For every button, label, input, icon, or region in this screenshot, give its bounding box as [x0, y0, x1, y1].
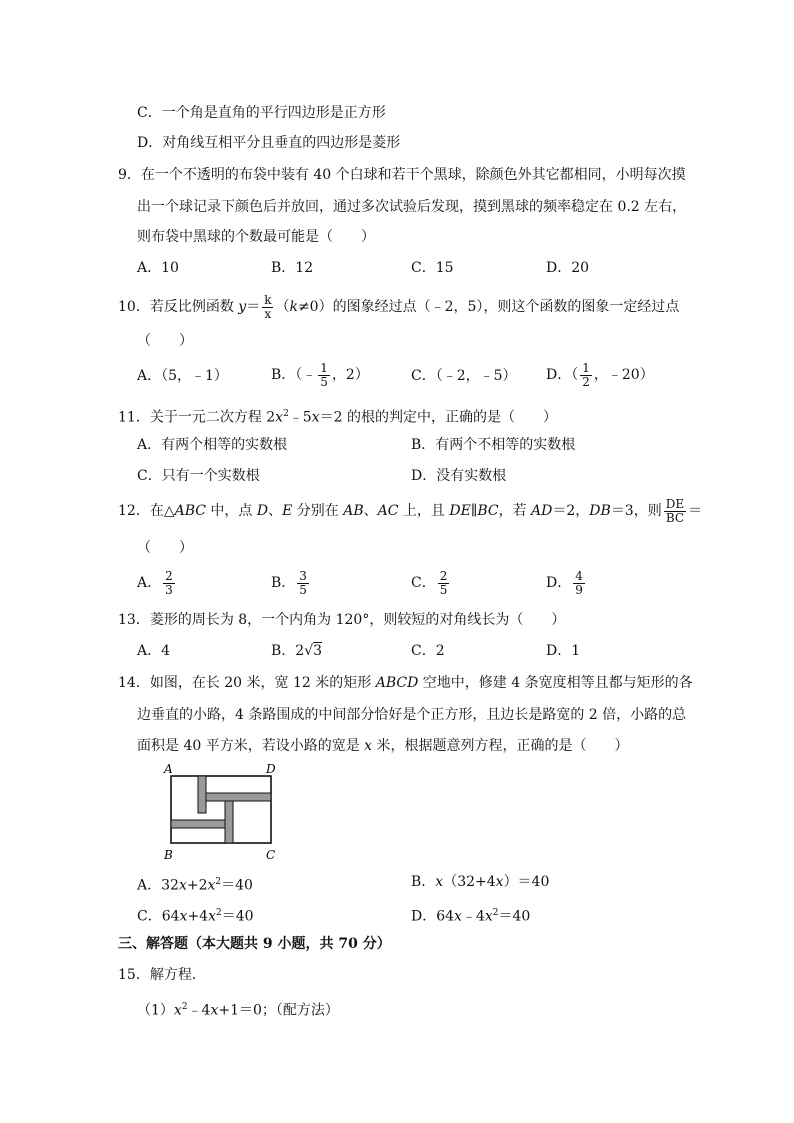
q10-text: 10．若反比例函数: [118, 299, 239, 315]
label-a: A: [164, 762, 173, 776]
q13-option-b: B．2√3: [271, 643, 323, 659]
q12-option-d: D． $\frac{4}{9}$: [546, 568, 583, 597]
q14-option-d: D．$64x﹣4x^2=40$: [411, 908, 531, 925]
q10-option-b: B．（﹣ $\frac{1}{5}$ ，2）: [271, 360, 369, 389]
q9-option-d: D．20: [546, 260, 590, 276]
q9-option-c: C．15: [411, 260, 454, 276]
q11-option-a: A．有两个相等的实数根: [137, 437, 288, 453]
q12-option-c: C． $\frac{2}{5}$: [411, 568, 448, 597]
q10-stem: [118, 290, 679, 324]
path-bottom: [225, 801, 233, 843]
q11-option-d: D．没有实数根: [411, 468, 507, 484]
q9-stem-line3: 则布袋中黑球的个数最可能是（ ）: [137, 229, 375, 245]
q14-option-b: B．x（32+4x）＝40: [411, 874, 550, 890]
q13-option-a: A．4: [137, 643, 171, 659]
q10-option-d: D．（ $\frac{1}{2}$ ，﹣20）: [546, 360, 654, 389]
q13-option-d: D．1: [546, 643, 581, 659]
q14-option-a: A．$32x+2x^2=40$: [137, 877, 253, 894]
q8-option-c: C．一个角是直角的平行四边形是正方形: [137, 105, 386, 121]
q13-option-c: C．2: [411, 643, 445, 659]
path-top: [198, 776, 206, 813]
q10-var-k: k: [289, 299, 298, 315]
q9-option-a: A．10: [137, 260, 179, 276]
q10-cond: ≠0）的图象经过点（﹣2，5），则这个函数的图象一定经过点: [297, 299, 680, 315]
q13-stem: 13．菱形的周长为 8，一个内角为 120°，则较短的对角线长为（ ）: [118, 612, 566, 628]
q10-fraction: $\frac{k}{x}$: [264, 292, 272, 321]
path-right: [206, 793, 271, 801]
label-b: B: [164, 848, 173, 862]
q9-stem-line2: 出一个球记录下颜色后并放回，通过多次试验后发现，摸到黑球的频率稳定在 0.2 左右，: [137, 199, 687, 215]
q12-option-b: B． $\frac{3}{5}$: [271, 568, 307, 597]
q10-option-c: C．（﹣2，﹣5）: [411, 368, 517, 384]
q9-stem-line1: 9．在一个不透明的布袋中装有 40 个白球和若干个黑球，除颜色外其它都相同，小明每次摸: [118, 167, 686, 183]
q12-stem: 12．在△ABC 中，点 D、E 分别在 AB、AC 上，且 DE∥BC，若 AD＝2，DB＝3，则 $\frac{DE}{BC}$ ＝: [118, 496, 703, 525]
label-d: D: [266, 762, 276, 776]
q11-option-b: B．有两个不相等的实数根: [411, 437, 576, 453]
q14-option-c: C．$64x+4x^2=40$: [137, 908, 254, 925]
q11-option-c: C．只有一个实数根: [137, 468, 260, 484]
q14-figure: [160, 762, 290, 866]
q10-paren: （ ）: [137, 333, 193, 349]
label-c: C: [266, 848, 276, 862]
path-left: [171, 820, 225, 828]
q10-var-y: y: [238, 299, 247, 315]
q12-option-a: A． $\frac{2}{3}$: [137, 568, 173, 597]
q9-option-b: B．12: [271, 260, 314, 276]
q11-stem: 11．关于一元二次方程 $2x^2﹣5x=2$ 的根的判定中，正确的是（ ）: [118, 409, 557, 426]
q10-cond-open: （: [275, 299, 290, 315]
q15-stem: 15．解方程．: [118, 967, 206, 983]
rectangle-abcd: [171, 776, 271, 843]
q8-option-d: D．对角线互相平分且垂直的四边形是菱形: [137, 135, 401, 151]
section3-heading: 三、解答题（本大题共 9 小题，共 70 分）: [118, 936, 391, 952]
q10-eq: ＝: [246, 299, 261, 315]
q15-part1: $(1)x^2﹣4x+1=0$；（配方法）: [137, 1002, 339, 1019]
q10-option-a: A．（5，﹣1）: [137, 368, 228, 384]
q12-paren: （ ）: [137, 540, 193, 556]
q14-stem-line1: 14．如图，在长 20 米，宽 12 米的矩形 ABCD 空地中，修建 4 条宽度相等且都与矩形的各: [118, 675, 693, 691]
q14-stem-line2: 边垂直的小路，4 条路围成的中间部分恰好是个正方形，且边长是路宽的 2 倍，小路的总: [137, 707, 687, 723]
q14-stem-line3: 面积是 40 平方米，若设小路的宽是 x 米，根据题意列方程，正确的是（ ）: [137, 738, 629, 754]
